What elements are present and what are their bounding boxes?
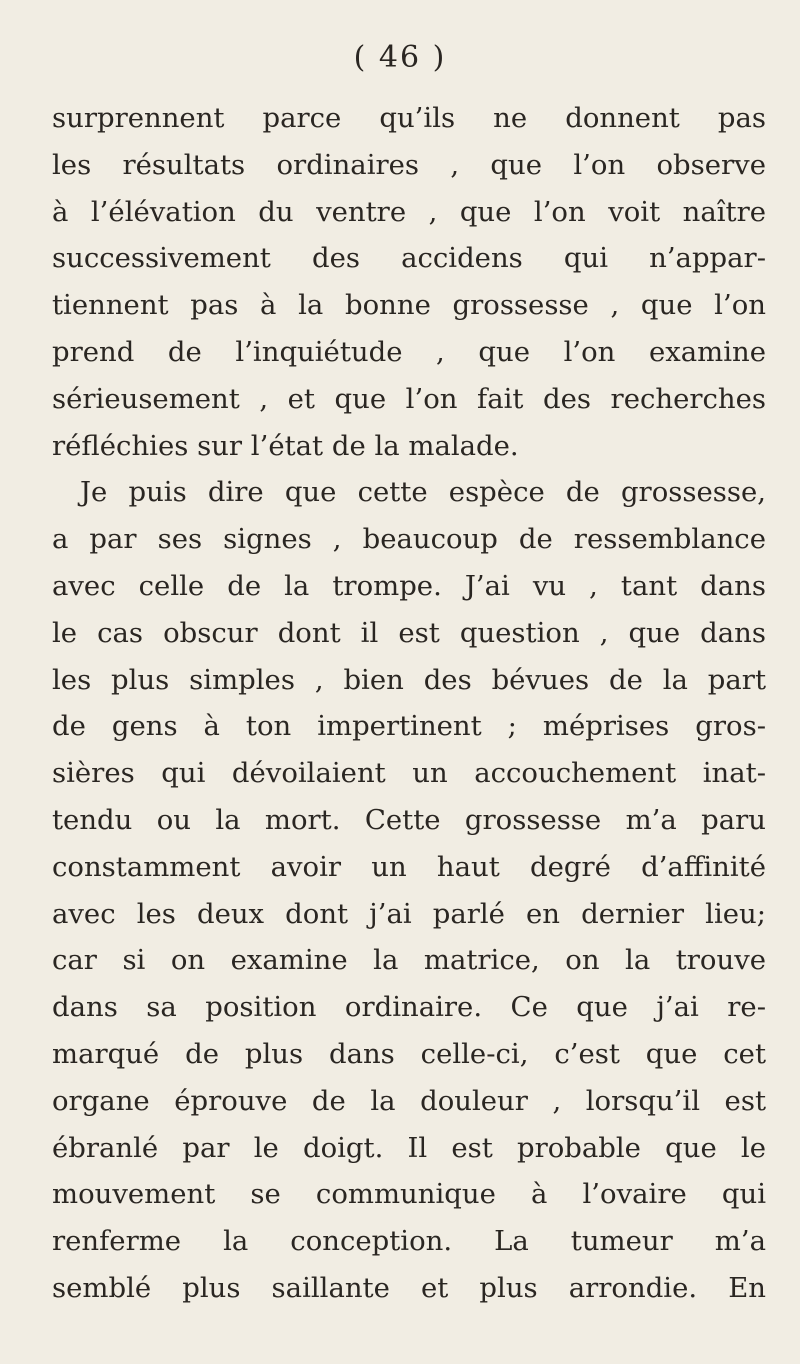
body-text — [52, 95, 766, 1312]
text-line: les résultats ordinaires , que l’on observe — [52, 148, 766, 181]
text-line: marqué de plus dans celle-ci, c’est que cet — [52, 1037, 766, 1070]
text-line: Je puis dire que cette espèce de grossesse, — [80, 476, 766, 509]
text-line: prend de l’inquiétude , que l’on examine — [52, 335, 766, 368]
text-line: mouvement se communique à l’ovaire qui — [52, 1178, 766, 1211]
text-line: successivement des accidens qui n’appar- — [52, 242, 766, 275]
text-line: organe éprouve de la douleur , lorsqu’il est — [52, 1084, 766, 1117]
page-number: ( 46 ) — [353, 40, 447, 75]
text-line: de gens à ton impertinent ; méprises gros- — [52, 710, 766, 743]
text-line: réfléchies sur l’état de la malade. — [52, 429, 519, 462]
text-line: a par ses signes , beaucoup de ressemblance — [52, 523, 766, 556]
text-line: tiennent pas à la bonne grossesse , que l’on — [52, 289, 766, 322]
text-line: car si on examine la matrice, on la trouve — [52, 944, 766, 977]
text-line: constamment avoir un haut degré d’affinité — [52, 850, 766, 883]
text-line: les plus simples , bien des bévues de la part — [52, 663, 766, 696]
text-line: le cas obscur dont il est question , que dans — [52, 616, 766, 649]
text-line: ébranlé par le doigt. Il est probable que le — [52, 1131, 766, 1164]
text-line: avec celle de la trompe. J’ai vu , tant dans — [52, 569, 766, 602]
text-line: tendu ou la mort. Cette grossesse m’a paru — [52, 803, 766, 836]
text-line: renferme la conception. La tumeur m’a — [52, 1225, 766, 1258]
text-line: avec les deux dont j’ai parlé en dernier lieu; — [52, 897, 766, 930]
text-line: à l’élévation du ventre , que l’on voit naître — [52, 195, 766, 228]
text-line: sières qui dévoilaient un accouchement inat- — [52, 757, 766, 790]
text-line: sérieusement , et que l’on fait des recherches — [52, 382, 766, 415]
text-line: surprennent parce qu’ils ne donnent pas — [52, 102, 766, 134]
text-line: dans sa position ordinaire. Ce que j’ai re- — [52, 991, 766, 1024]
text-line: semblé plus saillante et plus arrondie. En — [52, 1271, 766, 1304]
